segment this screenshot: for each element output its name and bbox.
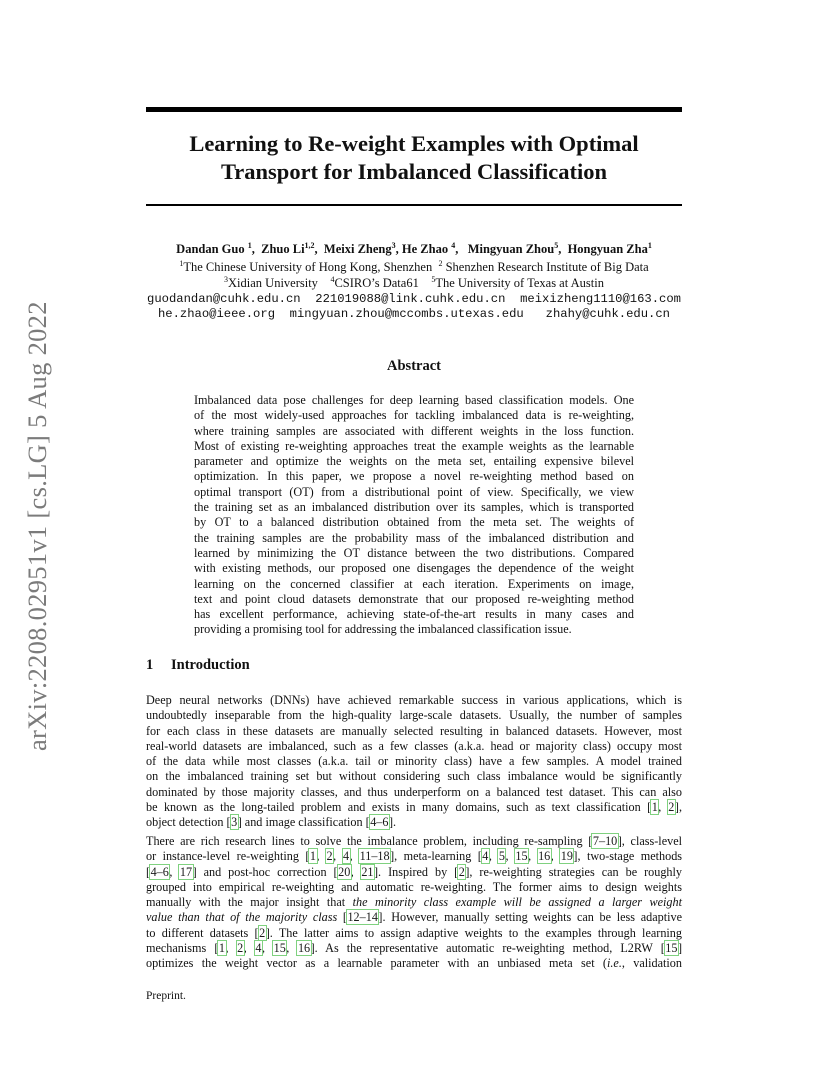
text-run: , validation xyxy=(621,956,682,971)
abstract-line: the training set as an imbalanced distribution over its samples, which is transported xyxy=(194,500,634,515)
email-address: 221019088@link.cuhk.edu.cn xyxy=(315,292,506,306)
abstract-line: optimal transport (OT) from a distributional point of view. Specifically, we view xyxy=(194,484,634,499)
author-affil-mark: 4 xyxy=(451,241,456,250)
affiliation: The University of Texas at Austin xyxy=(435,276,604,290)
email-address: mingyuan.zhou@mccombs.utexas.edu xyxy=(289,307,524,321)
abstract-line: has excellent performance, achieving state-of-the-art results in many cases and xyxy=(194,607,634,622)
text-run: ] and image classification [ xyxy=(237,815,370,830)
abstract-line: by OT to a balanced distribution obtained from the meta set. The weights of xyxy=(194,515,634,530)
text-run: [ xyxy=(146,864,151,879)
text-run: or instance-level re-weighting [ xyxy=(146,849,310,864)
paragraph-line: grouped into empirical re-weighting and automatic re-weighting. The former aims to design weights xyxy=(146,879,682,894)
text-run: ], xyxy=(674,800,682,815)
text-run: , xyxy=(316,849,326,864)
text-run: ]. The latter aims to assign adaptive weights to the examples through learning xyxy=(265,925,682,940)
citation-link[interactable]: 1 xyxy=(309,849,316,864)
text-run: ], re-weighting strategies can be roughly xyxy=(465,864,682,879)
citation-link[interactable]: 12–14 xyxy=(347,910,378,925)
affiliation: Xidian University xyxy=(228,276,318,290)
title-line-1: Learning to Re-weight Examples with Optimal xyxy=(189,131,639,156)
citation-link[interactable]: 4 xyxy=(255,941,262,956)
affil-number: 2 xyxy=(438,259,443,268)
text-run: , xyxy=(349,849,360,864)
paragraph-line xyxy=(146,941,682,956)
text-run: to different datasets [ xyxy=(146,925,259,940)
citation-link[interactable]: 17 xyxy=(179,864,193,879)
citation-link[interactable]: 5 xyxy=(498,849,505,864)
paragraph-line: on the imbalanced training set but without considering such class imbalance would be significantly xyxy=(146,769,682,784)
citation-link[interactable]: 2 xyxy=(668,800,675,815)
abstract-line: the training samples are the probability mass of the imbalanced distribution and xyxy=(194,530,634,545)
abstract-line: learning on the concerned classifier at each iteration. Experiments on image, xyxy=(194,576,634,591)
abstract-line: of the most widely-used approaches for tackling imbalanced data is re-weighting, xyxy=(194,408,634,423)
text-run: , xyxy=(528,849,538,864)
intro-paragraph-1 xyxy=(146,693,682,831)
section-number: 1 xyxy=(146,657,154,673)
text-run: ]. As the representative automatic re-weighting method, L2RW [ xyxy=(310,941,665,956)
citation-link[interactable]: 3 xyxy=(231,815,238,830)
paragraph-line: of the data while most classes (a.k.a. tail or minority class) have a few samples. A model trained xyxy=(146,754,682,769)
email-line-2 xyxy=(100,306,728,322)
text-run: , xyxy=(350,864,361,879)
citation-link[interactable]: 7–10 xyxy=(592,834,618,848)
citation-link[interactable]: 20 xyxy=(338,864,351,879)
section-title: Introduction xyxy=(171,657,250,673)
citation-link[interactable]: 2 xyxy=(259,925,266,940)
paragraph-line xyxy=(146,956,682,971)
text-run: ]. However, manually setting weights can be less adaptive xyxy=(378,910,682,925)
intro-paragraph-2 xyxy=(146,834,682,972)
text-run: , xyxy=(488,849,499,864)
citation-link[interactable]: 19 xyxy=(560,849,573,864)
author-affil-mark: 3 xyxy=(391,241,396,250)
email-address: he.zhao@ieee.org xyxy=(157,307,276,321)
paragraph-line xyxy=(146,800,682,815)
text-run: , xyxy=(243,941,255,956)
email-address: zhahy@cuhk.edu.cn xyxy=(545,307,670,321)
top-rule xyxy=(146,107,682,112)
author-affil-mark: 1,2 xyxy=(304,241,315,250)
paragraph-line xyxy=(146,815,682,830)
text-run: There are rich research lines to solve the imbalance problem, including re-sampling [ xyxy=(146,834,593,848)
affil-number: 1 xyxy=(179,259,184,268)
citation-link[interactable]: 4–6 xyxy=(150,864,169,879)
citation-link[interactable]: 2 xyxy=(326,849,333,864)
author-list: Dandan Guo $^1$, Zhuo Li$^{1,2}$, Meixi Zheng$^3$, He Zhao $^4$, Mingyuan Zhou$^5$, Hongyuan Zha$^1$ xyxy=(176,241,652,256)
citation-link[interactable]: 21 xyxy=(361,864,374,879)
abstract-line: Most of existing re-weighting approaches treat the example weights as the learnable xyxy=(194,438,634,453)
author-affil-mark: 5 xyxy=(554,241,559,250)
text-run: , xyxy=(658,800,668,815)
affiliation: Shenzhen Research Institute of Big Data xyxy=(445,260,649,274)
text-run: , xyxy=(550,849,561,864)
abstract-line: text and point cloud datasets demonstrate that our proposed re-weighting method xyxy=(194,591,634,606)
abstract-heading: Abstract xyxy=(387,358,441,374)
citation-link[interactable]: 1 xyxy=(651,800,658,815)
title-line-2: Transport for Imbalanced Classification xyxy=(220,159,608,184)
citation-link[interactable]: 4 xyxy=(482,849,489,864)
author-name: Zhuo Li xyxy=(261,242,305,256)
paragraph-line: real-world datasets are imbalanced, such as a few classes (a.k.a. head or majority class) occupy most xyxy=(146,738,682,753)
text-run: [ xyxy=(337,910,347,925)
text-run: , xyxy=(505,849,515,864)
citation-link[interactable]: 2 xyxy=(237,941,244,956)
affil-number: 3 xyxy=(224,275,229,284)
author-affil-mark: 1 xyxy=(247,241,252,250)
author-name: Meixi Zheng xyxy=(323,242,392,256)
affiliation-line-1 xyxy=(100,259,728,275)
text-run: , xyxy=(225,941,237,956)
paragraph-line: Deep neural networks (DNNs) have achieved remarkable success in various applications, which is xyxy=(146,693,682,707)
text-run: mechanisms [ xyxy=(146,941,219,956)
paragraph-line xyxy=(146,926,682,941)
text-run: , xyxy=(333,849,343,864)
affil-number: 4 xyxy=(330,275,335,284)
text-run: , xyxy=(286,941,298,956)
abstract-line: Imbalanced data pose challenges for deep learning based classification models. One xyxy=(194,393,634,407)
citation-link[interactable]: 15 xyxy=(665,941,678,956)
author-name: Dandan Guo xyxy=(176,242,245,256)
email-address: meixizheng1110@163.com xyxy=(520,292,681,306)
abstract-line: optimization. In this paper, we propose a novel re-weighting method based on xyxy=(194,469,634,484)
affil-number: 5 xyxy=(431,275,436,284)
abstract-line: learned by minimizing the OT distance between the two distributions. Compared xyxy=(194,545,634,560)
text-run: optimizes the weight vector as a learnable parameter with an unbiased meta set ( xyxy=(146,956,607,971)
abstract-line: providing a promising tool for addressing the imbalanced classification issue. xyxy=(194,622,572,637)
footer-preprint: Preprint. xyxy=(146,990,186,1002)
text-run: be known as the long-tailed problem and exists in many domains, such as text classification [ xyxy=(146,800,652,815)
author-name: He Zhao xyxy=(401,242,449,256)
citation-link[interactable]: 1 xyxy=(218,941,225,956)
paper-title xyxy=(146,130,682,186)
text-run: ] and post-hoc correction [ xyxy=(192,864,338,879)
text-run: ], meta-learning [ xyxy=(390,849,482,864)
italic-text: i.e. xyxy=(606,956,622,971)
text-run: ], class-level xyxy=(617,834,682,848)
citation-link[interactable]: 11–18 xyxy=(359,849,390,864)
author-name: Mingyuan Zhou xyxy=(467,242,555,256)
affiliation-line-2 xyxy=(100,275,728,291)
paragraph-line: undoubtedly inseparable from the high-quality large-scale datasets. Usually, the number of samples xyxy=(146,708,682,723)
affiliation: CSIRO’s Data61 xyxy=(334,276,419,290)
text-run: ]. xyxy=(388,815,397,830)
abstract-body xyxy=(194,393,634,638)
abstract-line: where training samples are associated with different weights in the loss function. xyxy=(194,423,634,438)
italic-text: value than that of the majority class xyxy=(146,910,338,925)
paragraph-line xyxy=(146,895,682,910)
email-address: guodandan@cuhk.edu.cn xyxy=(147,292,301,306)
abstract-line: parameter and optimize the weights on the meta set, entailing expensive bilevel xyxy=(194,454,634,469)
email-line-1 xyxy=(100,291,728,307)
paragraph-line: dominated by those majority classes, and thus underperform on a balanced test dataset. This can also xyxy=(146,784,682,799)
abstract-line: with existing methods, our proposed one disengages the dependence of the weight xyxy=(194,561,634,576)
citation-link[interactable]: 4–6 xyxy=(370,815,389,830)
paragraph-line xyxy=(146,910,682,925)
affiliation: The Chinese University of Hong Kong, Shenzhen xyxy=(183,260,433,274)
author-name: Hongyuan Zha xyxy=(567,242,648,256)
section-heading-introduction xyxy=(146,657,250,674)
text-run: manually with the major insight that xyxy=(146,895,353,910)
citation-link[interactable]: 2 xyxy=(458,864,465,879)
paragraph-line: for each class in these datasets are manually selected resulting in balanced datasets. However, most xyxy=(146,723,682,738)
paragraph-line xyxy=(146,834,682,849)
text-run: ], two-stage methods xyxy=(573,849,683,864)
citation-link[interactable]: 15 xyxy=(515,849,528,864)
text-run: ] xyxy=(677,941,683,956)
citation-link[interactable]: 15 xyxy=(273,941,286,956)
italic-text: the minority class example will be assigned a larger weight xyxy=(352,895,682,910)
text-run: object detection [ xyxy=(146,815,231,830)
arxiv-side-stamp: arXiv:2208.02951v1 [cs.LG] 5 Aug 2022 xyxy=(22,301,52,751)
paragraph-line xyxy=(146,865,682,880)
citation-link[interactable]: 16 xyxy=(538,849,551,864)
citation-link[interactable]: 16 xyxy=(297,941,311,956)
text-run: ]. Inspired by [ xyxy=(374,864,459,879)
citation-link[interactable]: 4 xyxy=(343,849,350,864)
author-affil-mark: 1 xyxy=(647,241,652,250)
text-run: , xyxy=(261,941,274,956)
text-run: , xyxy=(169,864,180,879)
paragraph-line xyxy=(146,849,682,864)
title-bottom-rule xyxy=(146,204,682,206)
